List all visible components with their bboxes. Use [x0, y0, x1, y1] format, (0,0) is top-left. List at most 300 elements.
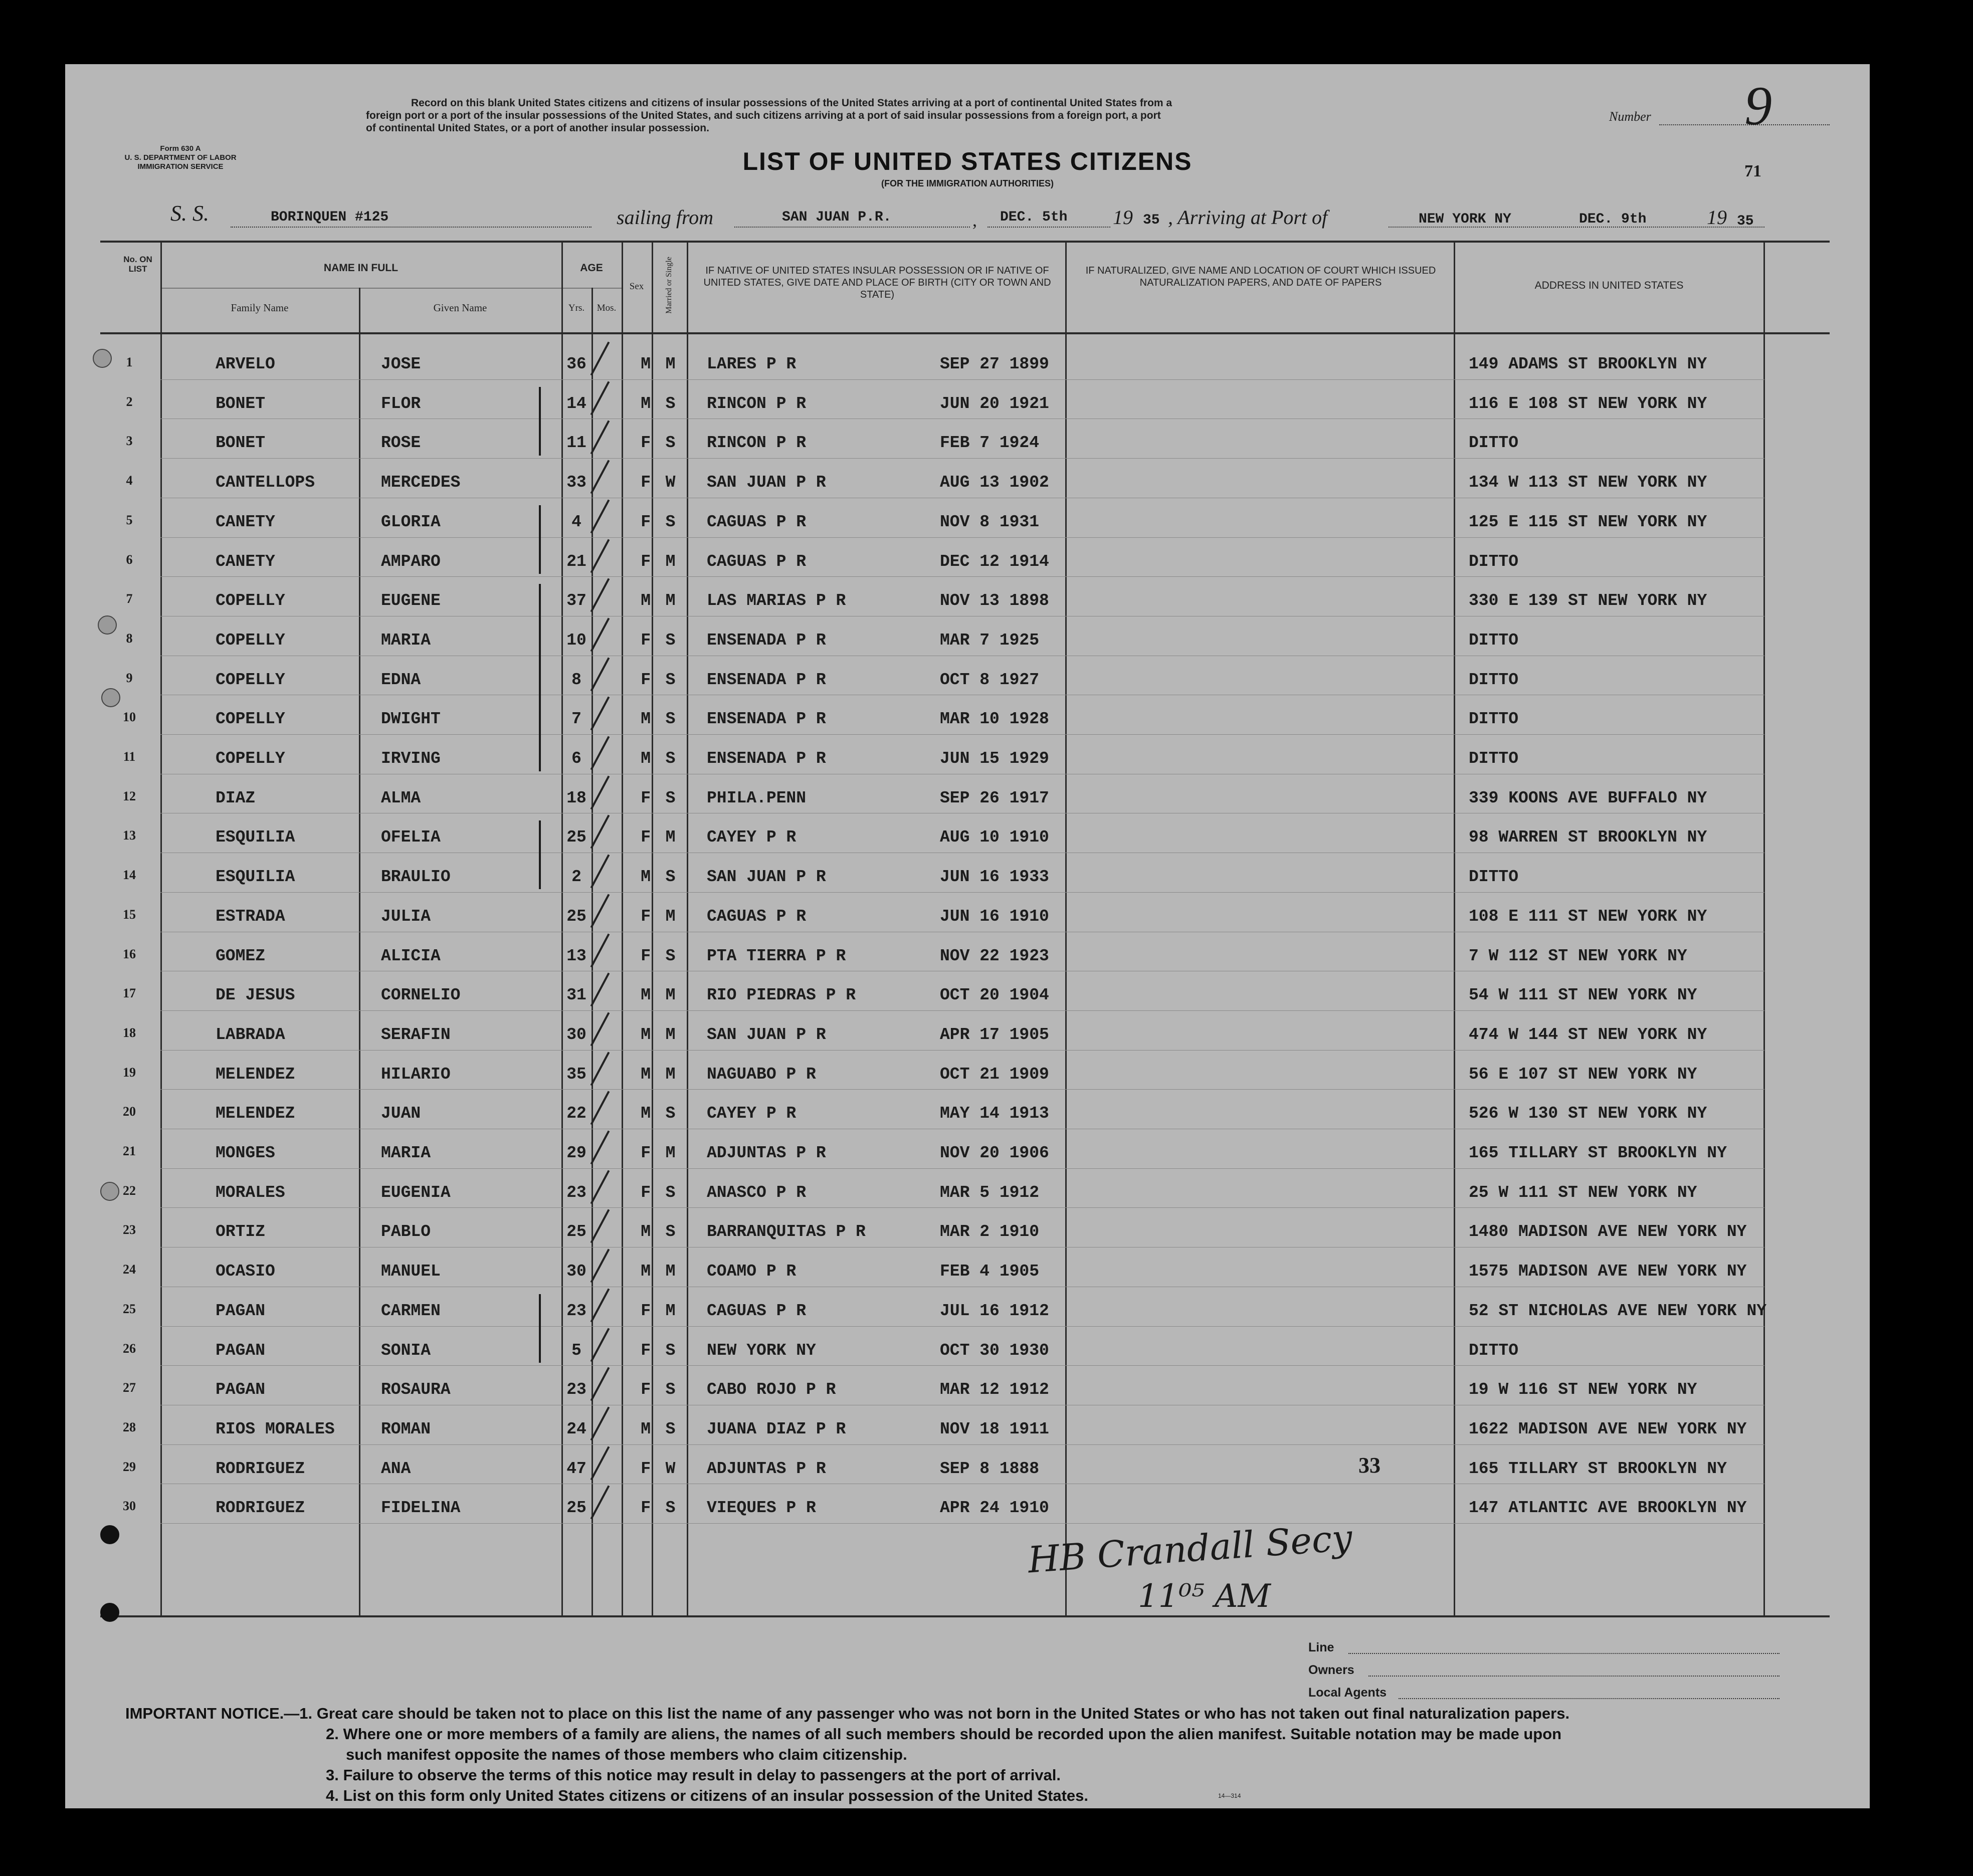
birth-place: VIEQUES P R: [707, 1499, 816, 1517]
family-name: CANTELLOPS: [216, 473, 315, 492]
family-name: CANETY: [216, 552, 275, 571]
age-years: 5: [571, 1341, 581, 1360]
important-notice: [125, 1703, 1569, 1724]
row-rule: [160, 1050, 1764, 1051]
row-rule: [160, 576, 1764, 577]
row-number: 19: [123, 1065, 136, 1080]
ship-line: [231, 227, 591, 228]
family-bracket: [539, 387, 541, 456]
marital-status: S: [665, 1104, 676, 1123]
family-name: RODRIGUEZ: [216, 1460, 305, 1478]
marital-status: S: [665, 749, 676, 768]
birth-date: FEB 7 1924: [940, 434, 1040, 452]
us-address: 330 E 139 ST NEW YORK NY: [1469, 591, 1707, 610]
col-divider: [561, 241, 563, 1616]
marital-status: M: [665, 907, 676, 926]
birth-date: FEB 4 1905: [940, 1262, 1040, 1281]
sex: M: [641, 1222, 651, 1241]
family-name: ORTIZ: [216, 1222, 266, 1241]
sex: M: [641, 1025, 651, 1044]
row-number: 14: [123, 868, 136, 882]
birth-date: SEP 26 1917: [940, 789, 1049, 807]
row-rule: [160, 734, 1764, 735]
age-years: 33: [566, 473, 586, 492]
check-mark: [590, 341, 610, 375]
check-mark: [590, 578, 610, 612]
us-address: 52 ST NICHOLAS AVE NEW YORK NY: [1469, 1302, 1767, 1320]
sex: F: [641, 1460, 651, 1478]
row-number: 23: [123, 1222, 136, 1237]
check-mark: [590, 854, 610, 888]
given-name: IRVING: [381, 749, 441, 768]
check-mark: [590, 894, 610, 928]
birth-date: AUG 10 1910: [940, 828, 1049, 847]
birth-date: JUN 15 1929: [940, 749, 1049, 768]
family-name: LABRADA: [216, 1025, 285, 1044]
page-title: LIST OF UNITED STATES CITIZENS: [742, 147, 1193, 175]
year-prefix: 19: [1113, 206, 1133, 229]
age-years: 31: [566, 986, 586, 1004]
age-years: 25: [566, 907, 586, 926]
instruction-line: Record on this blank United States citizens and citizens of insular possessions of the United States arriving at a port of continental United States from a: [411, 97, 1172, 109]
family-name: MONGES: [216, 1144, 275, 1162]
us-address: DITTO: [1469, 631, 1519, 650]
family-bracket: [539, 1294, 541, 1363]
sex: F: [641, 789, 651, 807]
birth-place: JUANA DIAZ P R: [707, 1420, 846, 1438]
row-number: 6: [126, 552, 133, 567]
agents-label: Local Agents: [1308, 1686, 1387, 1700]
sex: F: [641, 1183, 651, 1202]
binder-hole: [100, 1182, 119, 1201]
us-address: DITTO: [1469, 552, 1519, 571]
given-name: JULIA: [381, 907, 431, 926]
check-mark: [590, 499, 610, 533]
year-from: 35: [1143, 213, 1160, 228]
given-name: SERAFIN: [381, 1025, 451, 1044]
given-name: DWIGHT: [381, 710, 441, 728]
row-rule: [160, 1207, 1764, 1208]
binder-hole: [100, 1603, 119, 1622]
birth-date: JUL 16 1912: [940, 1302, 1049, 1320]
check-mark: [590, 1446, 610, 1480]
birth-place: LARES P R: [707, 355, 797, 373]
sex: F: [641, 1302, 651, 1320]
family-name: RIOS MORALES: [216, 1420, 335, 1438]
check-mark: [590, 1248, 610, 1283]
row-number: 15: [123, 907, 136, 922]
sex: F: [641, 552, 651, 571]
birth-place: ADJUNTAS P R: [707, 1460, 826, 1478]
sex: F: [641, 1380, 651, 1399]
us-address: 165 TILLARY ST BROOKLYN NY: [1469, 1460, 1727, 1478]
birth-date: SEP 27 1899: [940, 355, 1049, 373]
birth-date: MAR 12 1912: [940, 1380, 1049, 1399]
birth-date: SEP 8 1888: [940, 1460, 1040, 1478]
given-name: BRAULIO: [381, 868, 451, 886]
birth-place: ADJUNTAS P R: [707, 1144, 826, 1162]
owners-label: Owners: [1308, 1663, 1354, 1677]
us-address: DITTO: [1469, 710, 1519, 728]
given-name: FLOR: [381, 394, 421, 413]
birth-place: NEW YORK NY: [707, 1341, 816, 1360]
row-number: 16: [123, 947, 136, 961]
family-name: ESTRADA: [216, 907, 285, 926]
marital-status: S: [665, 394, 676, 413]
us-address: 116 E 108 ST NEW YORK NY: [1469, 394, 1707, 413]
given-name: EDNA: [381, 671, 421, 689]
officer-signature: HB Crandall Secy: [1026, 1516, 1354, 1581]
marital-status: W: [665, 473, 676, 492]
check-mark: [590, 972, 610, 1006]
birth-date: MAR 7 1925: [940, 631, 1040, 650]
ship-name: BORINQUEN #125: [271, 210, 389, 225]
row-number: 30: [123, 1499, 136, 1513]
age-years: 30: [566, 1262, 586, 1281]
age-years: 35: [566, 1065, 586, 1084]
family-name: ESQUILIA: [216, 868, 295, 886]
us-address: 526 W 130 ST NEW YORK NY: [1469, 1104, 1707, 1123]
us-address: 165 TILLARY ST BROOKLYN NY: [1469, 1144, 1727, 1162]
birth-place: PTA TIERRA P R: [707, 947, 846, 965]
given-name: SONIA: [381, 1341, 431, 1360]
us-address: DITTO: [1469, 671, 1519, 689]
birth-place: RINCON P R: [707, 434, 807, 452]
birth-date: MAY 14 1913: [940, 1104, 1049, 1123]
binder-hole: [101, 688, 120, 707]
sex: F: [641, 1341, 651, 1360]
given-name: PABLO: [381, 1222, 431, 1241]
sex: F: [641, 1499, 651, 1517]
marital-status: M: [665, 1025, 676, 1044]
birth-date: APR 24 1910: [940, 1499, 1049, 1517]
form-id-line: U. S. DEPARTMENT OF LABOR: [124, 153, 237, 162]
row-number: 22: [123, 1183, 136, 1198]
col-divider: [1454, 241, 1455, 1616]
family-name: BONET: [216, 394, 266, 413]
header-mos: Mos.: [597, 303, 617, 313]
age-years: 29: [566, 1144, 586, 1162]
row-number: 17: [123, 986, 136, 1000]
row-number: 13: [123, 828, 136, 843]
given-name: JOSE: [381, 355, 421, 373]
header-yrs: Yrs.: [568, 303, 585, 313]
header-birth: IF NATIVE OF UNITED STATES INSULAR POSSESSION OR IF NATIVE OF UNITED STATES, GIVE DATE AND PLACE OF BIRTH (CITY OR TOWN AND STATE): [703, 265, 1051, 300]
sex: M: [641, 355, 651, 373]
port-to: NEW YORK NY: [1419, 212, 1511, 227]
given-name: ROSAURA: [381, 1380, 451, 1399]
row-number: 7: [126, 591, 133, 606]
sex: F: [641, 631, 651, 650]
birth-date: DEC 12 1914: [940, 552, 1049, 571]
table-top-border: [100, 241, 1830, 243]
row-number: 2: [126, 394, 133, 409]
age-years: 36: [566, 355, 586, 373]
row-number: 5: [126, 513, 133, 527]
birth-place: RINCON P R: [707, 394, 807, 413]
date-from-line: [988, 227, 1110, 228]
notice-item: —1. Great care should be taken not to place on this list the name of any passenger who was not born in the United States or who has not taken out final naturalization papers.: [284, 1705, 1570, 1722]
row-number: 27: [123, 1380, 136, 1395]
marital-status: S: [665, 1380, 676, 1399]
age-years: 23: [566, 1183, 586, 1202]
birth-place: CAGUAS P R: [707, 907, 807, 926]
birth-place: ANASCO P R: [707, 1183, 807, 1202]
birth-place: ENSENADA P R: [707, 671, 826, 689]
age-years: 18: [566, 789, 586, 807]
row-rule: [160, 1523, 1764, 1524]
row-rule: [160, 1168, 1764, 1169]
row-number: 29: [123, 1460, 136, 1474]
sailing-from-label: sailing from: [617, 206, 713, 229]
family-name: COPELLY: [216, 710, 285, 728]
birth-date: JUN 20 1921: [940, 394, 1049, 413]
col-divider: [160, 241, 162, 1616]
us-address: 147 ATLANTIC AVE BROOKLYN NY: [1469, 1499, 1747, 1517]
check-mark: [590, 617, 610, 652]
birth-date: OCT 30 1930: [940, 1341, 1049, 1360]
age-years: 25: [566, 828, 586, 847]
marital-status: S: [665, 868, 676, 886]
given-name: EUGENIA: [381, 1183, 451, 1202]
us-address: DITTO: [1469, 868, 1519, 886]
age-years: 25: [566, 1222, 586, 1241]
manifest-sheet: [65, 64, 1870, 1808]
marital-status: S: [665, 1183, 676, 1202]
marital-status: S: [665, 947, 676, 965]
birth-place: ENSENADA P R: [707, 631, 826, 650]
print-code: 14—314: [1218, 1792, 1241, 1799]
sex: F: [641, 947, 651, 965]
birth-date: MAR 5 1912: [940, 1183, 1040, 1202]
binder-hole: [100, 1525, 119, 1544]
birth-date: APR 17 1905: [940, 1025, 1049, 1044]
col-divider: [652, 241, 653, 1616]
age-years: 21: [566, 552, 586, 571]
family-bracket: [539, 820, 541, 889]
family-name: MELENDEZ: [216, 1065, 295, 1084]
given-name: MARIA: [381, 631, 431, 650]
form-instruction: [366, 97, 1569, 134]
row-rule: [160, 1010, 1764, 1011]
row-rule: [160, 1326, 1764, 1327]
age-years: 10: [566, 631, 586, 650]
marital-status: S: [665, 1420, 676, 1438]
us-address: 474 W 144 ST NEW YORK NY: [1469, 1025, 1707, 1044]
family-name: COPELLY: [216, 749, 285, 768]
arriving-label: , Arriving at Port of: [1168, 206, 1328, 229]
age-years: 6: [571, 749, 581, 768]
header-given-name: Given Name: [433, 302, 487, 314]
family-name: DIAZ: [216, 789, 256, 807]
header-name-in-full: NAME IN FULL: [323, 262, 399, 274]
sex: F: [641, 434, 651, 452]
family-bracket: [539, 505, 541, 574]
check-mark: [590, 1052, 610, 1086]
birth-place: RIO PIEDRAS P R: [707, 986, 856, 1004]
us-address: 25 W 111 ST NEW YORK NY: [1469, 1183, 1697, 1202]
notice-item: 3. Failure to observe the terms of this notice may result in delay to passengers at the port of arrival.: [326, 1766, 1061, 1784]
birth-place: PHILA.PENN: [707, 789, 807, 807]
us-address: 19 W 116 ST NEW YORK NY: [1469, 1380, 1697, 1399]
age-years: 13: [566, 947, 586, 965]
sex: F: [641, 1144, 651, 1162]
marital-status: S: [665, 631, 676, 650]
us-address: 7 W 112 ST NEW YORK NY: [1469, 947, 1687, 965]
marital-status: M: [665, 1302, 676, 1320]
form-id-line: Form 630 A: [160, 144, 201, 153]
row-number: 8: [126, 631, 133, 646]
date-from: DEC. 5th: [1000, 210, 1068, 225]
binder-hole: [93, 349, 112, 368]
year-prefix-to: 19: [1707, 206, 1727, 229]
check-mark: [590, 1012, 610, 1046]
marital-status: S: [665, 710, 676, 728]
us-address: 56 E 107 ST NEW YORK NY: [1469, 1065, 1697, 1084]
given-name: ALMA: [381, 789, 421, 807]
marital-status: M: [665, 1144, 676, 1162]
line-field: [1348, 1653, 1780, 1654]
birth-date: NOV 20 1906: [940, 1144, 1049, 1162]
family-name: OCASIO: [216, 1262, 275, 1281]
sex: M: [641, 1262, 651, 1281]
us-address: 98 WARREN ST BROOKLYN NY: [1469, 828, 1707, 847]
given-name: ROSE: [381, 434, 421, 452]
port-from: SAN JUAN P.R.: [782, 210, 892, 225]
row-number: 1: [126, 355, 133, 369]
check-mark: [590, 736, 610, 770]
marital-status: M: [665, 552, 676, 571]
agents-field: [1399, 1698, 1780, 1699]
page-subtitle: (FOR THE IMMIGRATION AUTHORITIES): [881, 178, 1054, 188]
marital-status: S: [665, 513, 676, 531]
sex: M: [641, 1065, 651, 1084]
comma: ,: [972, 210, 977, 230]
sex: M: [641, 710, 651, 728]
line-label: Line: [1308, 1640, 1334, 1654]
check-mark: [590, 657, 610, 691]
birth-date: NOV 8 1931: [940, 513, 1040, 531]
birth-date: AUG 13 1902: [940, 473, 1049, 492]
sex: M: [641, 868, 651, 886]
row-rule: [160, 892, 1764, 893]
birth-date: NOV 13 1898: [940, 591, 1049, 610]
row-rule: [160, 379, 1764, 380]
row-number: 3: [126, 434, 133, 448]
corner-mark: 71: [1744, 162, 1761, 180]
notice-item: such manifest opposite the names of those members who claim citizenship.: [346, 1746, 907, 1763]
birth-place: CAGUAS P R: [707, 552, 807, 571]
number-value: 9: [1744, 75, 1772, 136]
given-name: FIDELINA: [381, 1499, 461, 1517]
us-address: 339 KOONS AVE BUFFALO NY: [1469, 789, 1707, 807]
age-years: 23: [566, 1380, 586, 1399]
sex: M: [641, 591, 651, 610]
family-name: GOMEZ: [216, 947, 266, 965]
sex: M: [641, 1104, 651, 1123]
row-number: 10: [123, 710, 136, 724]
birth-date: OCT 21 1909: [940, 1065, 1049, 1084]
sex: F: [641, 671, 651, 689]
notice-item: 2. Where one or more members of a family are aliens, the names of all such members should be recorded upon the alien manifest. Suitable notation may be made upon: [326, 1725, 1562, 1743]
family-name: COPELLY: [216, 631, 285, 650]
family-name: PAGAN: [216, 1341, 266, 1360]
col-divider: [687, 241, 688, 1616]
family-name: BONET: [216, 434, 266, 452]
given-name: ROMAN: [381, 1420, 431, 1438]
given-name: GLORIA: [381, 513, 441, 531]
row-rule: [160, 458, 1764, 459]
family-name: PAGAN: [216, 1302, 266, 1320]
check-mark: [590, 381, 610, 415]
given-name: CORNELIO: [381, 986, 461, 1004]
given-name: MARIA: [381, 1144, 431, 1162]
instruction-line: of continental United States, or a port of another insular possession.: [366, 122, 709, 134]
owners-field: [1368, 1676, 1780, 1677]
check-mark: [590, 1091, 610, 1125]
instruction-line: foreign port or a port of the insular possessions of the United States, and such citizens arriving at a port of said insular possessions from a foreign port, a port: [366, 110, 1161, 121]
age-years: 22: [566, 1104, 586, 1123]
family-name: ARVELO: [216, 355, 275, 373]
check-mark: [590, 1130, 610, 1164]
given-name: JUAN: [381, 1104, 421, 1123]
row-number: 12: [123, 789, 136, 803]
birth-date: OCT 8 1927: [940, 671, 1040, 689]
check-mark: [590, 1288, 610, 1322]
birth-place: BARRANQUITAS P R: [707, 1222, 866, 1241]
age-years: 23: [566, 1302, 586, 1320]
given-name: ANA: [381, 1460, 411, 1478]
row-number: 25: [123, 1302, 136, 1316]
birth-date: JUN 16 1933: [940, 868, 1049, 886]
sex: M: [641, 394, 651, 413]
birth-date: NOV 22 1923: [940, 947, 1049, 965]
binder-hole: [98, 615, 117, 635]
year-to: 35: [1737, 214, 1754, 229]
row-rule: [160, 1089, 1764, 1090]
row-number: 18: [123, 1025, 136, 1040]
us-address: 1480 MADISON AVE NEW YORK NY: [1469, 1222, 1747, 1241]
age-years: 37: [566, 591, 586, 610]
sex: F: [641, 513, 651, 531]
arrival-time: 11⁰⁵ AM: [1138, 1578, 1271, 1615]
marital-status: M: [665, 1262, 676, 1281]
check-mark: [590, 1328, 610, 1362]
given-name: MANUEL: [381, 1262, 441, 1281]
port-from-line: [734, 227, 970, 228]
row-number: 21: [123, 1144, 136, 1158]
birth-place: SAN JUAN P R: [707, 473, 826, 492]
check-mark: [590, 1367, 610, 1401]
family-name: COPELLY: [216, 671, 285, 689]
birth-place: SAN JUAN P R: [707, 1025, 826, 1044]
given-name: ALICIA: [381, 947, 441, 965]
row-rule: [160, 1444, 1764, 1445]
age-years: 25: [566, 1499, 586, 1517]
marital-status: M: [665, 355, 676, 373]
birth-place: COAMO P R: [707, 1262, 797, 1281]
date-to: DEC. 9th: [1579, 212, 1647, 227]
marital-status: M: [665, 986, 676, 1004]
birth-place: SAN JUAN P R: [707, 868, 826, 886]
us-address: 54 W 111 ST NEW YORK NY: [1469, 986, 1697, 1004]
age-years: 30: [566, 1025, 586, 1044]
number-label: Number: [1609, 109, 1651, 124]
birth-place: LAS MARIAS P R: [707, 591, 846, 610]
check-mark: [590, 775, 610, 809]
family-bracket: [539, 584, 541, 771]
ss-label: S. S.: [170, 201, 209, 226]
